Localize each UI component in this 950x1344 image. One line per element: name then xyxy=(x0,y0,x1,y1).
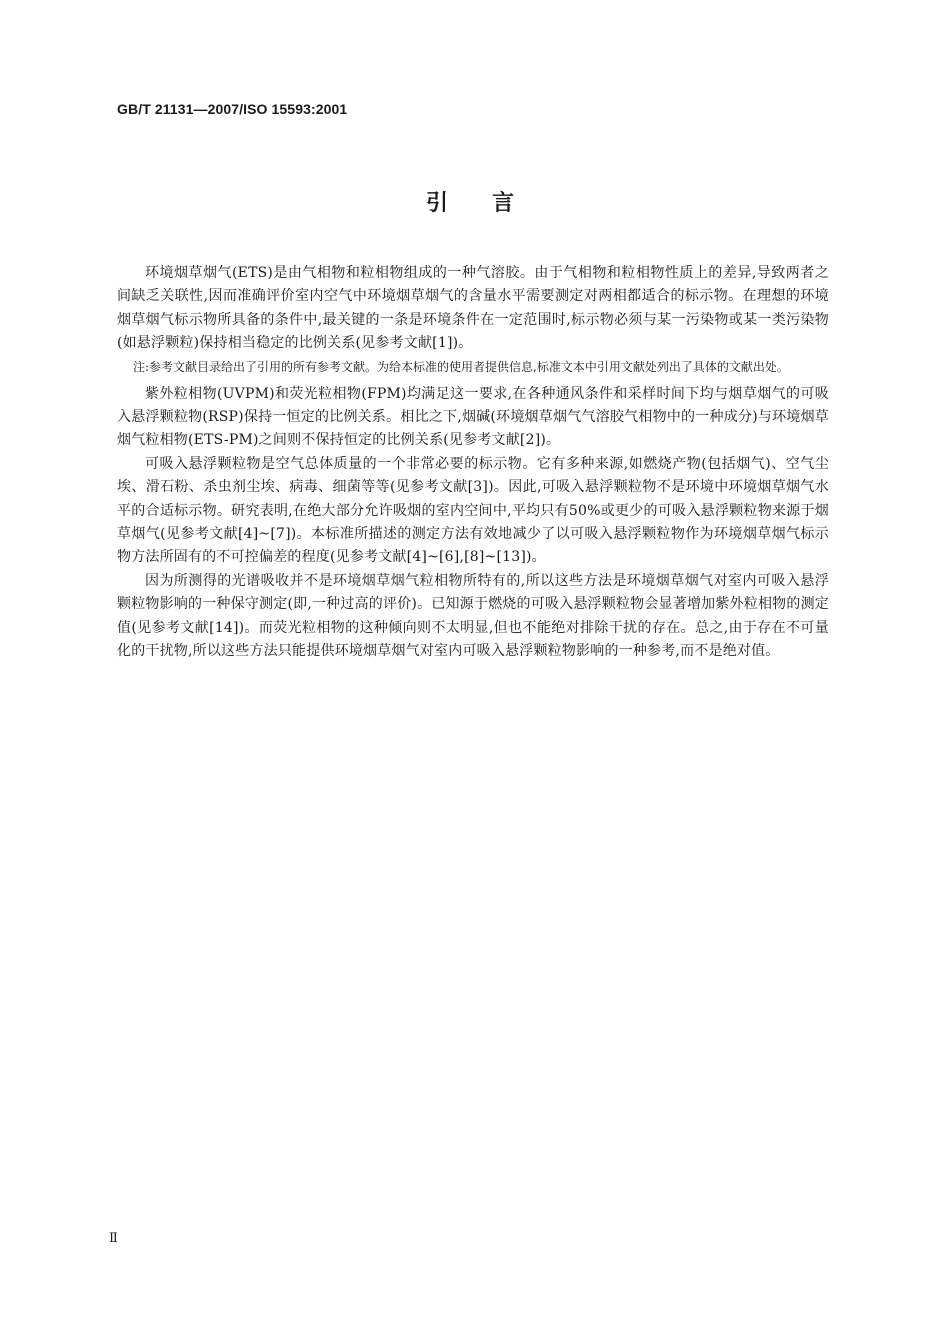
paragraph-4: 因为所测得的光谱吸收并不是环境烟草烟气粒相物所特有的,所以这些方法是环境烟草烟气对室内可吸入悬浮颗粒物影响的一种保守测定(即,一种过高的评价)。已知源于燃烧的可吸入悬浮颗粒物会显著增加紫外粒相物的测定值(见参考文献[14])。而荧光粒相物的这种倾向则不太明显,但也不能绝对排除干扰的存在。总之,由于存在不可量化的干扰物,所以这些方法只能提供环境烟草烟气对室内可吸入悬浮颗粒物影响的一种参考,而不是绝对值。 xyxy=(117,572,829,660)
reference-note: 注:参考文献目录给出了引用的所有参考文献。为给本标准的使用者提供信息,标准文本中引用文献处列出了具体的文献出处。 xyxy=(133,359,789,374)
paragraph-1: 环境烟草烟气(ETS)是由气相物和粒相物组成的一种气溶胶。由于气相物和粒相物性质上的差异,导致两者之间缺乏关联性,因而准确评价室内空气中环境烟草烟气的含量水平需要测定对两相都适合的标示物。在理想的环境烟草烟气标示物所具备的条件中,最关键的一条是环境条件在一定范围时,标示物必须与某一污染物或某一类污染物(如悬浮颗粒)保持相当稳定的比例关系(见参考文献[1])。 xyxy=(117,265,829,352)
page-number: Ⅱ xyxy=(109,1231,118,1246)
standard-code: GB/T 21131—2007/ISO 15593:2001 xyxy=(117,101,348,117)
paragraph-3: 可吸入悬浮颗粒物是空气总体质量的一个非常必要的标示物。它有多种来源,如燃烧产物(包括烟气)、空气尘埃、滑石粉、杀虫剂尘埃、病毒、细菌等等(见参考文献[3])。因此,可吸入悬浮颗粒物不是环境中环境烟草烟气水平的合适标示物。研究表明,在绝大部分允许吸烟的室内空间中,平均只有50%或更少的可吸入悬浮颗粒物来源于烟草烟气(见参考文献[4]~[7])。本标准所描述的测定方法有效地减少了以可吸入悬浮颗粒物作为环境烟草烟气标示物方法所固有的不可控偏差的程度(见参考文献[4]~[6],[8]~[13])。 xyxy=(117,455,829,566)
paragraph-2: 紫外粒相物(UVPM)和荧光粒相物(FPM)均满足这一要求,在各种通风条件和采样时间下均与烟草烟气的可吸入悬浮颗粒物(RSP)保持一恒定的比例关系。相比之下,烟碱(环境烟草烟气气溶胶气相物中的一种成分)与环境烟草烟气粒相物(ETS-PM)之间则不保持恒定的比例关系(见参考文献[2])。 xyxy=(117,385,829,449)
page-title: 引言 xyxy=(425,191,558,216)
document-body xyxy=(117,262,829,664)
